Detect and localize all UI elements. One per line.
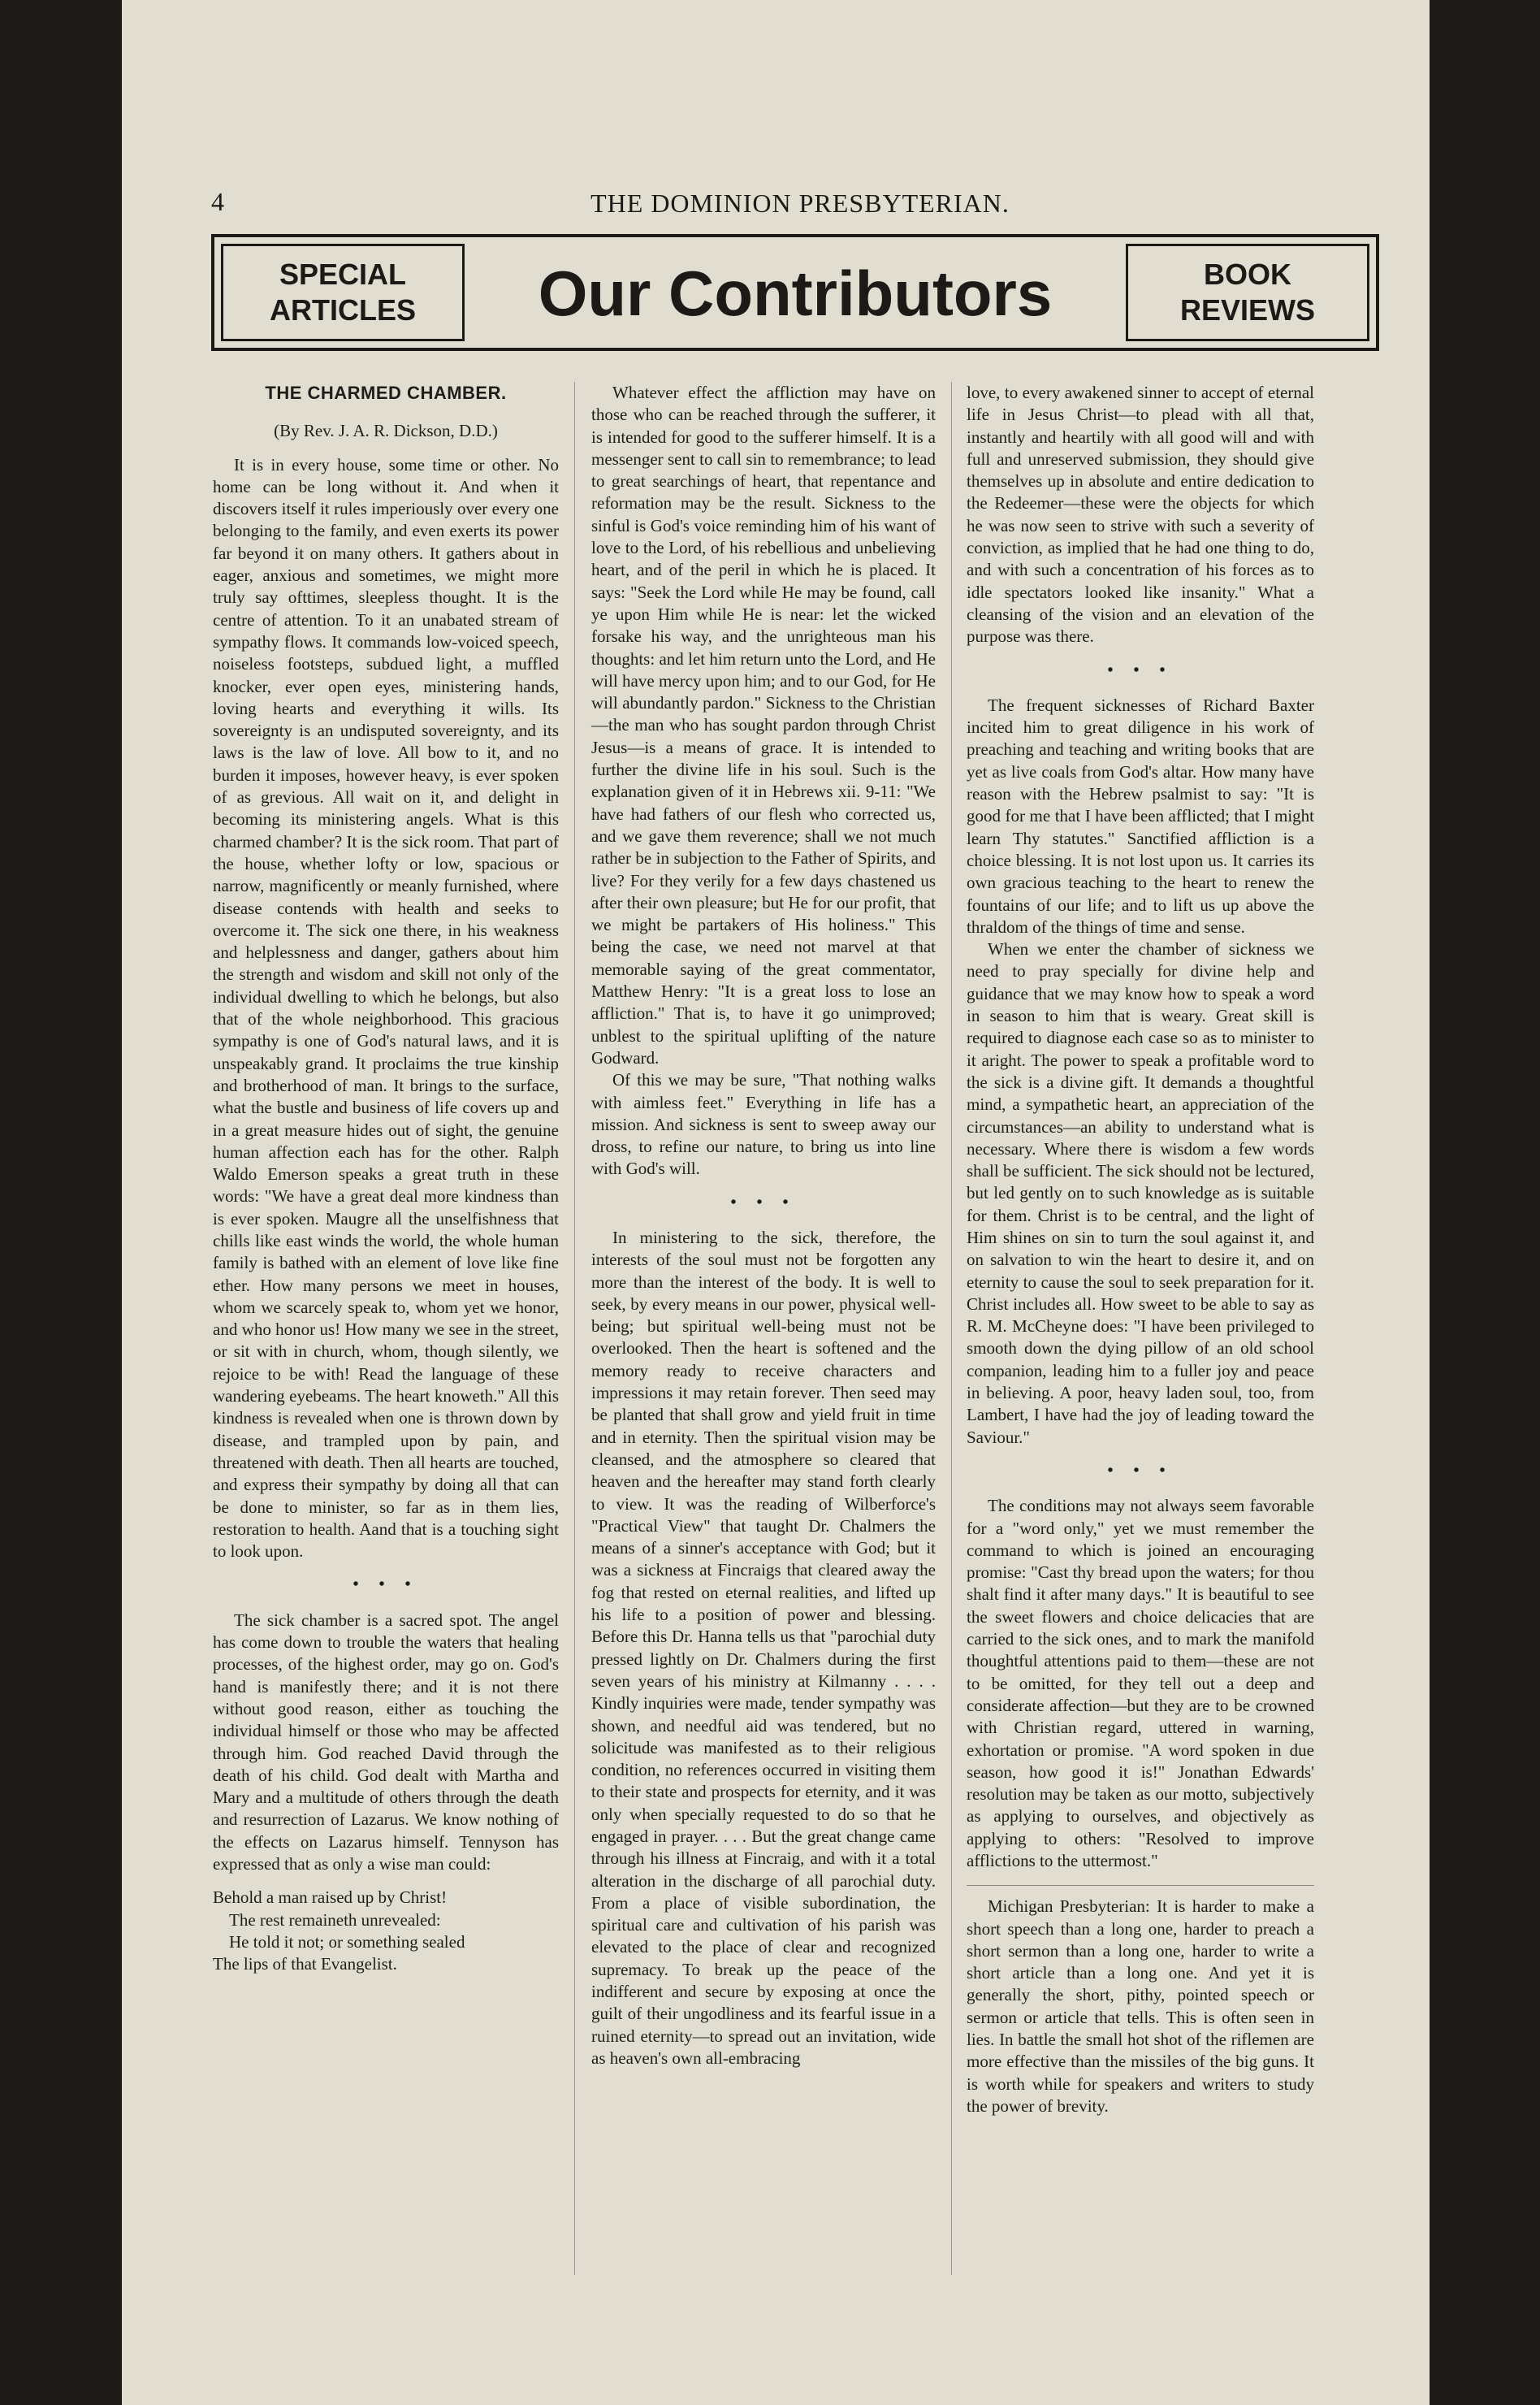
paragraph: The frequent sicknesses of Richard Baxter incited him to great diligence in his work of preaching and teaching and writing books that are yet as live coals from God's altar. How many have reason with the Hebrew psalmist to say: "It is good for me that I have been afflicted; that I might learn Thy statutes." Sanctified affliction is a choice blessing. It is not lost upon us. It carries its own gracious teaching to the heart to renew the fountains of our life; and to lift us up above the thraldom of the things of time and sense. (967, 695, 1314, 937)
book-reviews-label: BOOK REVIEWS (1179, 258, 1316, 327)
paragraph: It is in every house, some time or other. No home can be long without it. And when it discovers itself it rules imperiously over every one belonging to the family, and even exerts its power far beyond it on many others. It gathers about in eager, anxious and sometimes, we might more truly say ofttimes, sleepless thought. It is the centre of attention. To it an unabated stream of sympathy flows. It commands low-voiced speech, noiseless footsteps, subdued light, a muffled knocker, ever open eyes, ministering hands, loving hearts and everything it wills. Its sovereignty is an undisputed sovereignty, and its laws is the law of love. All bow to it, and no burden it imposes, however heavy, is ever spoken of as grevious. All wait on it, and delight in becoming its ministering angels. What is this charmed chamber? It is the sick room. That part of the house, whether lofty or low, spacious or narrow, magnificently or meanly furnished, where disease contends with health and seeks to overcome it. The sick one there, in his weakness and helplessness and danger, gathers about him the strength and wisdom and skill not only of the individual dwelling to which he belongs, but also that of the whole neighborhood. This gracious sympathy is one of God's natural laws, and it is unspeakably grand. It proclaims the true kinship and brotherhood of man. It brings to the surface, what the bustle and business of life covers up and in a great measure hides out of sight, the genuine human affection each has for the other. Ralph Waldo Emerson speaks a great truth in these words: "We have a great deal more kindness than is ever spoken. Maugre all the unselfishness that chills like east winds the world, the whole human family is bathed with an element of love like fine ether. How many persons we meet in houses, whom we scarcely speak to, whom yet we honor, and who honor us! How many we see in the street, or sit with in church, whom, though silently, we rejoice to be with! Read the language of these wandering eyebeams. The heart knoweth." All this kindness is revealed when one is thrown down by disease, and trampled upon by pain, and threatened with death. Then all hearts are touched, and express their sympathy by doing all that can be done to minister, so far as in them lies, restoration to health. Aand that is a touching sight to look upon. (213, 454, 559, 1562)
divider (967, 1885, 1314, 1886)
paragraph: Whatever effect the affliction may have on those who can be reached through the sufferer, it is intended for good to the sufferer himself. It is a messenger sent to call sin to remembrance; to lead to great searchings of heart, that repentance and reformation may be the result. Sickness to the sinful is God's voice reminding him of his want of love to the Lord, of his rebellious and unbelieving heart, and of the peril in which he is placed. It says: "Seek the Lord while He may be found, call ye upon Him while He is near: let the wicked forsake his way, and the unrighteous man his thoughts: and let him return unto the Lord, and He will have mercy upon him; and to our God, for He will abundantly pardon." Sickness to the Christian—the man who has sought pardon through Christ Jesus—is a means of grace. It is intended to further the divine life in his soul. Such is the explanation given of it in Hebrews xii. 9-11: "We have had fathers of our flesh who corrected us, and we gave them reverence; shall we not much rather be in subjection to the Father of Spirits, and live? For they verily for a few days chastened us after their own pleasure; but He for our profit, that we might be partakers of His holiness." This being the case, we need not marvel at that memorable saying of the great commentator, Matthew Henry: "It is a great loss to lose an affliction." That is, to have it go unimproved; unblest to the spiritual uplifting of the nature Godward. (591, 383, 936, 1068)
special-articles-label: SPECIAL ARTICLES (270, 258, 416, 327)
book-reviews-box (1126, 244, 1369, 341)
newspaper-page (122, 0, 1430, 2405)
running-head (211, 187, 1430, 219)
poem-line: He told it not; or something sealed (229, 1931, 465, 1952)
article-title: THE CHARMED CHAMBER. (265, 383, 507, 403)
paragraph: The conditions may not always seem favorable for a "word only," yet we must remember the command to which is joined an encouraging promise: "Cast thy bread upon the waters; for thou shalt find it after many days." It is beautiful to see the sweet flowers and choice delicacies that are carried to the sick ones, and to mark the manifold thoughtful attentions paid to them—these are not to be omitted, for they tell out a deep and considerate affection—but they are to be crowned with Christian regard, uttered in warning, exhortation or promise. "A word spoken in due season, how good it is!" Jonathan Edwards' resolution may be taken as our motto, subjectively as applying to ourselves, and objectively as applying to others: "Resolved to improve afflictions to the uttermost." (967, 1496, 1314, 1870)
paragraph: Michigan Presbyterian: It is harder to make a short speech than a long one, harder to preach a short sermon than a long one, harder to write a short article than a long one. And yet it is generally the short, pithy, pointed speech or sermon or article that tells. This is often seen in lies. In battle the small hot shot of the riflemen are more effective than the missiles of the big guns. It is worth while for speakers and writers to study the power of brevity. (967, 1896, 1314, 2116)
poem-line: The rest remaineth unrevealed: (229, 1909, 441, 1930)
column-rule (574, 382, 575, 2275)
paragraph: When we enter the chamber of sickness we need to pray specially for divine help and guidance that we may know how to speak a word in season to him that is weary. Great skill is required to diagnose each case so as to minister to it aright. The power to speak a profitable word to the sick is a divine gift. It demands a thoughtful mind, a sympathetic heart, an appreciation of the circumstances—an ability to understand what is necessary. Where there is wisdom a few words shall be sufficient. The sick should not be lectured, but led gently on to such knowledge as is suitable for them. Christ is to be central, and the light of Him shines on sin to turn the soul against it, and on salvation to win the heart to desire it, and on eternity to cause the soul to seek preparation for it. Christ includes all. How sweet to be able to say as R. M. McCheyne does: "I have been privileged to smooth down the dying pillow of an old school companion, leading him to a fuller joy and peace in believing. A poor, heavy laden soul, too, from Lambert, I have had the joy of leading toward the Saviour." (967, 939, 1314, 1447)
column-3 (967, 382, 1314, 2117)
section-separator: • • • (730, 1193, 797, 1211)
paragraph: Of this we may be sure, "That nothing walks with aimless feet." Everything in life has a mission. And sickness is sent to sweep away our dross, to refine our nature, to bring us into line with God's will. (591, 1070, 936, 1179)
poem-line: Behold a man raised up by Christ! (213, 1887, 448, 1908)
section-separator: • • • (353, 1575, 419, 1594)
poem-line: The lips of that Evangelist. (213, 1954, 397, 1974)
page-number: 4 (211, 187, 224, 216)
column-rule (951, 382, 952, 2275)
section-separator: • • • (1107, 661, 1174, 679)
article-byline: (By Rev. J. A. R. Dickson, D.D.) (274, 421, 498, 441)
section-separator: • • • (1107, 1461, 1174, 1480)
column-1 (213, 382, 559, 1975)
paragraph: The sick chamber is a sacred spot. The angel has come down to trouble the waters that healing processes, of the highest order, may go on. God's hand is manifestly there; and it is not there without good reason, either as touching the individual himself or those who may be affected through him. God reached David through the death of his child. God dealt with Martha and Mary and a multitude of others through the death and resurrection of Lazarus. We know nothing of the effects on Lazarus himself. Tennyson has expressed that as only a wise man could: (213, 1610, 559, 1874)
paragraph: In ministering to the sick, therefore, the interests of the soul must not be forgotten any more than the interest of the body. It is well to seek, by every means in our power, physical well-being; but spiritual well-being must not be overlooked. Then the heart is softened and the memory ready to receive characters and impressions it may retain forever. Then seed may be planted that shall grow and yield fruit in time and in eternity. Then the spiritual vision may be cleansed, and the atmosphere so cleared that heaven and the hereafter may stand forth clearly to view. It was the reading of Wilberforce's "Practical View" that taught Dr. Chalmers the means of a sinner's acceptance with God; but it was a sickness at Fincraigs that cleared away the fog that rested on eternal realities, and lifted up his life to a position of power and blessing. Before this Dr. Hanna tells us that "parochial duty pressed lightly on Dr. Chalmers during the first seven years of his ministry at Kilmanny . . . . Kindly inquiries were made, tender sympathy was shown, and needful aid was tendered, but no solicitude was manifested as to their religious condition, no references occurred in visiting them to their state and prospects for eternity, and it was only when specially requested to do so that he engaged in prayer. . . . But the great change came through his illness at Fincraig, and with it a total alteration in the discharge of all parochial duty. From a place of visible subordination, the spiritual care and cultivation of his parish was elevated to the place of clear and recognized supremacy. To break up the peace of the indifferent and secure by exposing at once the guilt of their ungodliness and its fearful issue in a ruined eternity—to spread out an invitation, wide as heaven's own all-embracing (591, 1227, 936, 2068)
section-banner (211, 234, 1379, 351)
special-articles-box (221, 244, 465, 341)
poem-stanza (213, 1887, 559, 1975)
column-2 (591, 382, 936, 2069)
publication-title: THE DOMINION PRESBYTERIAN. (590, 188, 1010, 218)
paragraph: love, to every awakened sinner to accept of eternal life in Jesus Christ—to plead with all that, instantly and heartily with all good will and with full and unreserved submission, they should give themselves up in absolute and entire dedication to the Redeemer—these were the objects for which he was now seen to strive with such a severity of conviction, as implied that he had one thing to do, and with such a concentration of his forces as to idle spectators looked like insanity." What a cleansing of the vision and an elevation of the purpose was there. (967, 383, 1314, 647)
section-title: Our Contributors (538, 257, 1053, 329)
